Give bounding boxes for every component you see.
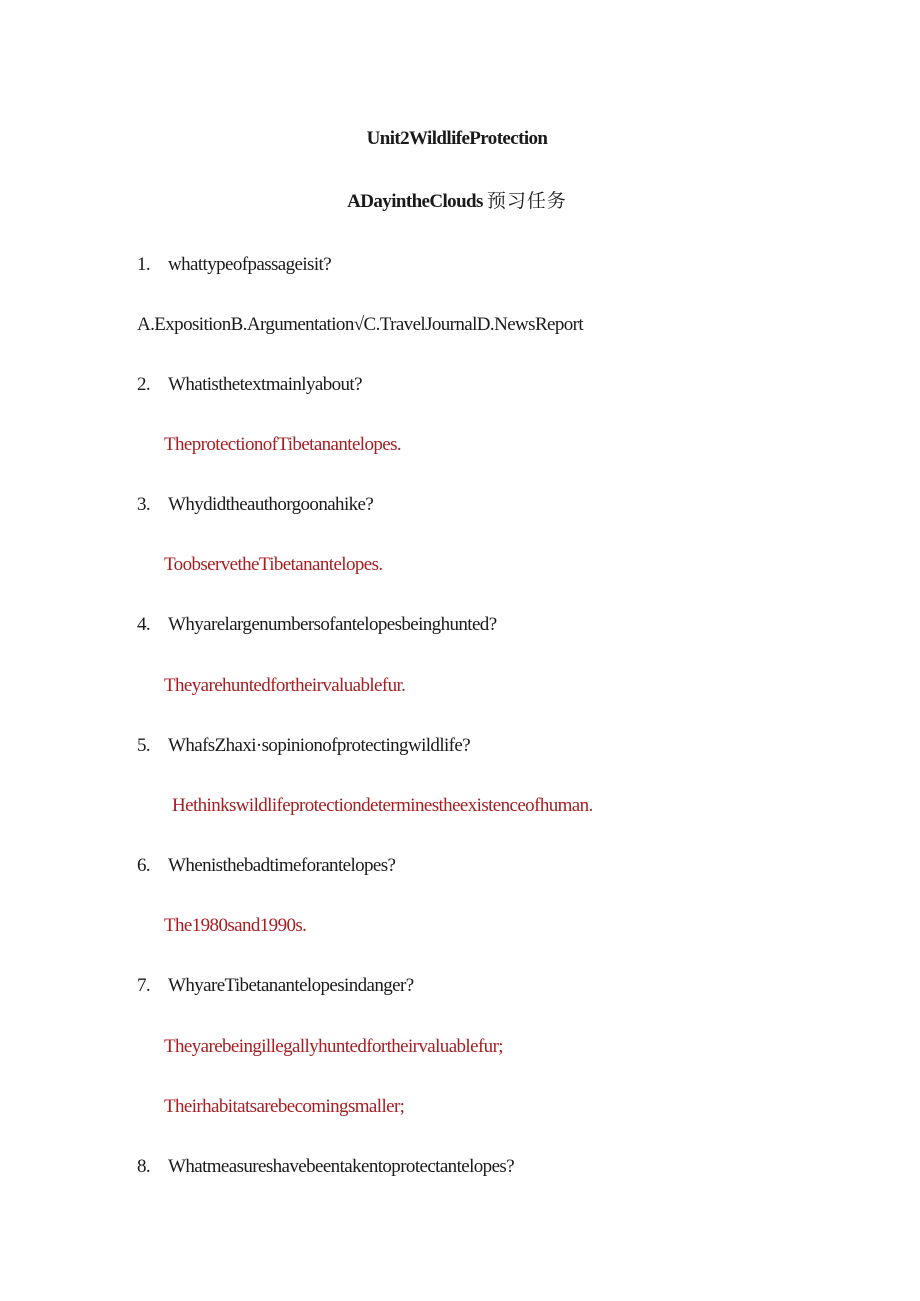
question-text: Whenisthebadtimeforantelopes? bbox=[168, 855, 396, 876]
answer-6: The1980sand1990s. bbox=[164, 915, 307, 936]
question-text: whattypeofpassageisit? bbox=[168, 254, 332, 275]
question-5 bbox=[137, 734, 470, 758]
subtitle-chinese: 预习任务 bbox=[486, 190, 567, 212]
answer-7-line-1: Theyarebeingillegallyhuntedfortheirvaluablefur; bbox=[164, 1036, 503, 1057]
subtitle-english: ADayintheClouds bbox=[347, 191, 483, 212]
question-text: Whyarelargenumbersofantelopesbeinghunted? bbox=[168, 614, 497, 635]
question-text: Whatisthetextmainlyabout? bbox=[168, 374, 362, 395]
question-number: 8. bbox=[137, 1156, 151, 1177]
question-number: 1. bbox=[137, 254, 151, 275]
question-1-options: A.ExpositionB.Argumentation√C.TravelJournalD.NewsReport bbox=[137, 314, 584, 335]
answer-2: TheprotectionofTibetanantelopes. bbox=[164, 434, 402, 455]
question-number: 3. bbox=[137, 494, 151, 515]
question-number: 2. bbox=[137, 374, 151, 395]
question-1 bbox=[137, 253, 331, 277]
question-3 bbox=[137, 493, 373, 517]
question-2 bbox=[137, 373, 362, 397]
question-text: Whatmeasureshavebeentakentoprotectantelopes? bbox=[168, 1156, 515, 1177]
question-number: 6. bbox=[137, 855, 151, 876]
answer-7-line-2: Theirhabitatsarebecomingsmaller; bbox=[164, 1096, 405, 1117]
question-6 bbox=[137, 854, 395, 878]
question-text: Whydidtheauthorgoonahike? bbox=[168, 494, 374, 515]
question-number: 5. bbox=[137, 735, 151, 756]
document-title: Unit2WildlifeProtection bbox=[366, 128, 548, 149]
question-7 bbox=[137, 974, 414, 998]
answer-3: ToobservetheTibetanantelopes. bbox=[164, 554, 383, 575]
question-8 bbox=[137, 1155, 514, 1179]
question-text: WhafsZhaxi·sopinionofprotectingwildlife? bbox=[168, 735, 471, 756]
question-text: WhyareTibetanantelopesindanger? bbox=[168, 975, 414, 996]
question-number: 7. bbox=[137, 975, 151, 996]
question-4 bbox=[137, 613, 497, 637]
answer-5: Hethinkswildlifeprotectiondeterminestheexistenceofhuman. bbox=[172, 795, 593, 816]
document-subtitle bbox=[0, 189, 914, 214]
answer-4: Theyarehuntedfortheirvaluablefur. bbox=[164, 675, 406, 696]
question-number: 4. bbox=[137, 614, 151, 635]
